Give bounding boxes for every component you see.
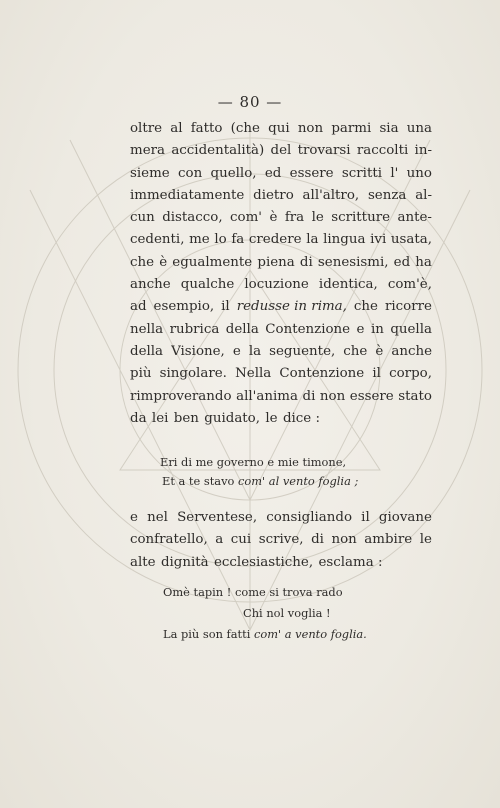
word: fa bbox=[231, 232, 245, 248]
word: distacco, bbox=[162, 210, 223, 226]
word: di bbox=[302, 388, 316, 404]
word: oltre bbox=[130, 121, 163, 136]
word: il bbox=[372, 366, 381, 382]
word: in bbox=[370, 321, 384, 337]
text-line bbox=[130, 552, 432, 574]
word: non bbox=[331, 532, 357, 548]
word: senesismi, bbox=[317, 254, 389, 270]
word: trovarsi bbox=[297, 143, 351, 159]
word: le bbox=[265, 410, 278, 426]
word: fatto bbox=[190, 121, 223, 136]
verse-2-line-1: Omè tapin ! come si trova rado bbox=[163, 585, 343, 599]
word: lingua bbox=[323, 232, 366, 248]
word: ed bbox=[264, 165, 282, 181]
word: dignità bbox=[160, 554, 209, 570]
text-line bbox=[130, 252, 432, 274]
word: Visione, bbox=[171, 343, 225, 359]
word: non bbox=[319, 388, 346, 404]
word: e bbox=[130, 510, 138, 525]
word: ad bbox=[130, 299, 147, 315]
verse-1-line-2-italic: com' al vento foglia ; bbox=[238, 474, 359, 488]
word: cun bbox=[130, 210, 155, 226]
word: di bbox=[299, 254, 313, 270]
verse-2-line-3-plain: La più son fatti bbox=[163, 627, 254, 641]
text-line bbox=[130, 507, 432, 529]
word: qui bbox=[268, 121, 290, 136]
word: ed bbox=[393, 254, 411, 270]
word: singolare. bbox=[159, 366, 227, 382]
word: nella bbox=[130, 321, 164, 337]
word: scrive, bbox=[258, 532, 304, 548]
text-line bbox=[130, 319, 432, 341]
word: all'anima bbox=[236, 388, 298, 404]
word: Contenzione bbox=[265, 321, 351, 337]
word: è bbox=[269, 210, 278, 226]
word: non bbox=[297, 121, 324, 136]
text-line bbox=[130, 408, 432, 430]
verse-2-line-2: Chi nol voglia ! bbox=[243, 606, 331, 620]
word: dice : bbox=[282, 410, 320, 426]
word: ante- bbox=[397, 210, 432, 226]
word: all'altro, bbox=[302, 187, 360, 203]
word: parmi bbox=[331, 121, 372, 136]
word: quello, bbox=[210, 165, 257, 181]
page-number: — 80 — bbox=[217, 93, 283, 111]
text-line bbox=[130, 274, 432, 296]
word: credere bbox=[248, 232, 302, 248]
word: quella bbox=[390, 321, 432, 337]
word: ivi bbox=[370, 232, 387, 248]
word: dietro bbox=[253, 187, 294, 203]
word: il bbox=[361, 510, 370, 525]
word: al- bbox=[415, 187, 432, 203]
word: locuzione bbox=[244, 277, 309, 293]
text-line bbox=[130, 229, 432, 251]
word: identica, bbox=[318, 277, 378, 293]
word: Serventese, bbox=[177, 510, 258, 525]
word: (che bbox=[230, 121, 260, 136]
word: Nella bbox=[235, 366, 272, 382]
word: più bbox=[130, 366, 152, 382]
word: scritture bbox=[331, 210, 391, 226]
word: essere bbox=[289, 165, 334, 181]
word: rubrica bbox=[169, 321, 220, 337]
word: guidato, bbox=[204, 410, 260, 426]
text-line bbox=[130, 363, 432, 385]
word: in- bbox=[414, 143, 432, 159]
word: e bbox=[356, 321, 365, 337]
word: senza bbox=[367, 187, 407, 203]
word: piena bbox=[257, 254, 295, 270]
word: ben bbox=[173, 410, 199, 426]
word: e bbox=[232, 343, 241, 359]
word: le bbox=[311, 210, 324, 226]
word: stato bbox=[398, 388, 432, 404]
word: accidentalità) bbox=[171, 143, 265, 159]
word: mera bbox=[130, 143, 166, 159]
word: cedenti, bbox=[130, 232, 185, 248]
word: com'è, bbox=[387, 277, 432, 293]
word: sia bbox=[379, 121, 399, 136]
word: a bbox=[215, 532, 224, 548]
word: lo bbox=[214, 232, 227, 248]
word: com' bbox=[230, 210, 262, 226]
word: seguente, bbox=[269, 343, 336, 359]
verse-quote-2 bbox=[163, 582, 367, 645]
word: ricorre bbox=[384, 299, 432, 315]
word: anche bbox=[130, 277, 171, 293]
word: consigliando bbox=[266, 510, 352, 525]
word: al bbox=[170, 121, 183, 136]
verse-1-line-1: Eri di me governo e mie timone, bbox=[160, 455, 347, 469]
word: uno bbox=[406, 165, 432, 181]
word: esempio, bbox=[153, 299, 215, 315]
text-line bbox=[130, 296, 432, 318]
word: è bbox=[159, 254, 168, 270]
word: alte bbox=[130, 554, 156, 570]
word: che bbox=[343, 343, 368, 359]
word: egualmente bbox=[172, 254, 253, 270]
text-line bbox=[130, 341, 432, 363]
word: qualche bbox=[180, 277, 235, 293]
word: del bbox=[270, 143, 292, 159]
word: cui bbox=[230, 532, 252, 548]
text-line bbox=[130, 140, 432, 162]
word: scritti bbox=[341, 165, 382, 181]
word: il bbox=[221, 299, 230, 315]
text-line bbox=[130, 163, 432, 185]
word: ecclesiastiche, bbox=[214, 554, 314, 570]
word: corpo, bbox=[389, 366, 432, 382]
word: che bbox=[130, 254, 155, 270]
word: le bbox=[419, 532, 432, 548]
word: con bbox=[178, 165, 203, 181]
verse-2-line-3-italic: com' a vento foglia. bbox=[253, 627, 367, 641]
word: anche bbox=[391, 343, 432, 359]
word: usata, bbox=[390, 232, 432, 248]
italic-phrase: redusse in rima, bbox=[236, 299, 347, 315]
word: da bbox=[130, 410, 147, 426]
word: raccolti bbox=[356, 143, 409, 159]
word: lei bbox=[151, 410, 169, 426]
text-line bbox=[130, 386, 432, 408]
paragraph-1 bbox=[130, 118, 432, 430]
word: la bbox=[248, 343, 262, 359]
word: sieme bbox=[130, 165, 170, 181]
word: fra bbox=[284, 210, 305, 226]
text-line bbox=[130, 118, 432, 140]
word: immediatamente bbox=[130, 187, 245, 203]
word: ambire bbox=[364, 532, 413, 548]
paragraph-2 bbox=[130, 507, 432, 574]
word: me bbox=[189, 232, 210, 248]
word: è bbox=[375, 343, 384, 359]
verse-1-line-2-plain: Et a te stavo bbox=[162, 474, 238, 488]
word: la bbox=[306, 232, 319, 248]
word: che bbox=[353, 299, 378, 315]
word: giovane bbox=[378, 510, 432, 525]
text-line bbox=[130, 185, 432, 207]
word: l' bbox=[390, 165, 399, 181]
word: ha bbox=[415, 254, 432, 270]
word: nel bbox=[147, 510, 168, 525]
word: di bbox=[311, 532, 324, 548]
word: una bbox=[406, 121, 432, 136]
word: della bbox=[225, 321, 259, 337]
text-line bbox=[130, 529, 432, 551]
verse-quote-1 bbox=[160, 453, 358, 491]
word: essere bbox=[349, 388, 394, 404]
word: Contenzione bbox=[279, 366, 365, 382]
word: della bbox=[130, 343, 164, 359]
verse-1-line-2 bbox=[162, 472, 358, 491]
text-line bbox=[130, 207, 432, 229]
verse-2-line-3 bbox=[163, 624, 367, 645]
word: esclama : bbox=[318, 554, 383, 570]
word: rimproverando bbox=[130, 388, 232, 404]
word: confratello, bbox=[130, 532, 208, 548]
